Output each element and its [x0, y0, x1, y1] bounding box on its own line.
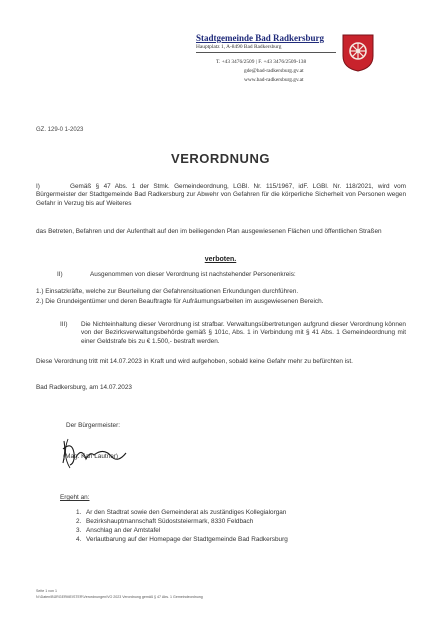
distribution-item-1: Ar den Stadtrat sowie den Gemeinderat als zuständiges Kollegialorgan [86, 509, 287, 516]
distribution-item-4: Verlautbarung auf der Homepage der Stadtgemeinde Bad Radkersburg [86, 536, 288, 543]
document-title: VERORDNUNG [171, 151, 270, 166]
exemption-item-2: 2.) Die Grundeigentümer und deren Beauftragte für Aufräumungsarbeiten im ausgewiesenen Bereich. [36, 298, 324, 305]
validity-text: Diese Verordnung tritt mit 14.07.2023 in Kraft und wird aufgehoben, sobald keine Gefahr mehr zu befürchten ist. [36, 358, 353, 365]
page-number: Seite 1 von 1 [36, 589, 57, 593]
place-and-date: Bad Radkersburg, am 14.07.2023 [36, 384, 132, 391]
letterhead-web: www.bad-radkersburg.gv.at [244, 77, 304, 83]
prohibited-label: verboten. [204, 256, 237, 263]
section-2-number: II) [57, 271, 63, 278]
letterhead-phone: T. +43 3476/2509 | F. +43 3476/2509-138 [216, 59, 307, 65]
distribution-number-2: 2. [76, 518, 82, 525]
distribution-heading: Ergeht an: [60, 494, 90, 501]
section-2-text: Ausgenommen von dieser Verordnung ist nachstehender Personenkreis: [90, 271, 296, 278]
distribution-item-3: Anschlag an der Amtstafel [86, 527, 161, 534]
mayor-role: Der Bürgermeister: [66, 422, 120, 429]
distribution-number-4: 4. [76, 536, 82, 543]
distribution-number-1: 1. [76, 509, 82, 516]
section-3-text: Die Nichteinhaltung dieser Verordnung ist strafbar. Verwaltungsübertretungen aufgrund dieser Verordnung können von der Bezirksverwaltungsbehörde gemäß § 101c, Abs. 1 in Verbindung mit § 41 Abs. 1 Gemeindeordnung mit einer Geldstrafe bis zu € 1.500,- bestraft werden. [81, 321, 406, 345]
municipality-name: Stadtgemeinde Bad Radkersburg [196, 33, 325, 43]
coat-of-arms-icon [342, 34, 374, 72]
letterhead-address: Hauptplatz 1, A-8490 Bad Radkersburg [196, 44, 282, 50]
mayor-name: (Mag. Karl Lautner) [63, 453, 119, 460]
distribution-number-3: 3. [76, 527, 82, 534]
exemption-item-1: 1.) Einsatzkräfte, welche zur Beurteilung der Gefahrensituationen Erkundungen durchführen. [36, 288, 299, 295]
section-3-number: III) [60, 321, 68, 328]
section-1-number: I) [36, 183, 40, 190]
reference-number: GZ. 129-0 1-2023 [36, 127, 84, 133]
distribution-item-2: Bezirkshauptmannschaft Südoststeiermark, 8330 Feldbach [86, 518, 254, 525]
section-1-text: Gemäß § 47 Abs. 1 der Stmk. Gemeindeordnung, LGBl. Nr. 115/1967, idF. LGBl. Nr. 118/2021, wird vom Bürgermeister der Stadtgemeinde Bad Radkersburg zur Abwehr von Gefahren für die körperliche Sicherheit von Personen wegen Gefahr in Verzug bis auf Weiteres [36, 183, 406, 207]
file-path: N:\Daten\BÜRGERMEISTER\Verordnungen\VO 2023 Verordnung gemäß § 47 Abs. 1 Gemeindeordnung [36, 595, 203, 599]
letterhead-email: gde@bad-radkersburg.gv.at [244, 68, 304, 74]
prohibited-area-text: das Betreten, Befahren und der Aufenthalt auf den im beiliegenden Plan ausgewiesenen Flächen und öffentlichen Straßen [36, 228, 382, 235]
letterhead-divider [196, 52, 336, 53]
